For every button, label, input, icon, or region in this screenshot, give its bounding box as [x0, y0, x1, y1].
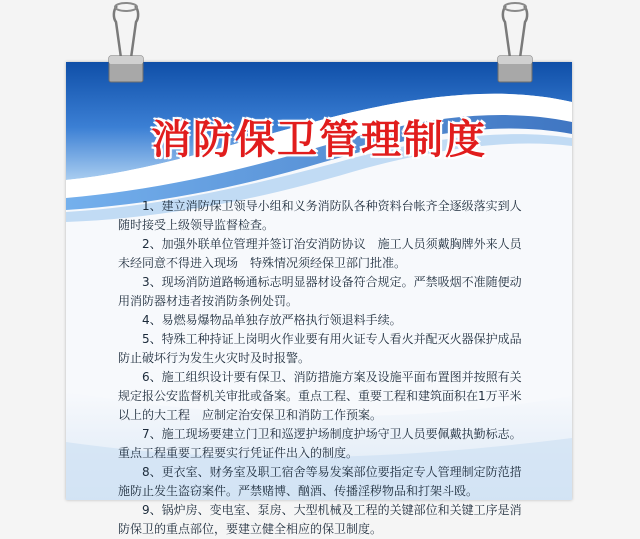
rule-item: 8、更衣室、财务室及职工宿舍等易发案部位要指定专人管理制定防范措施防止发生盗窃案件。严禁赌博、酗酒、传播淫秽物品和打架斗殴。: [118, 465, 522, 498]
rule-item: 1、建立消防保卫领导小组和义务消防队各种资料台帐齐全逐级落实到人随时接受上级领导监督检查。: [118, 199, 522, 232]
rule-item: 6、施工组织设计要有保卫、消防措施方案及设施平面布置图并按照有关规定报公安监督机关审批或备案。重点工程、重要工程和建筑面积在1万平米以上的大工程 应制定治安保卫和消防工作预案。: [118, 370, 522, 422]
rule-item: 3、现场消防道路畅通标志明显器材设备符合规定。严禁吸烟不准随便动用消防器材违者按消防条例处罚。: [118, 275, 522, 308]
rule-item: 7、施工现场要建立门卫和巡逻护场制度护场守卫人员要佩戴执勤标志。重点工程重要工程要实行凭证件出入的制度。: [118, 427, 522, 460]
poster: [66, 62, 572, 536]
rule-item: 9、锅炉房、变电室、泵房、大型机械及工程的关键部位和关键工序是消防保卫的重点部位，要建立健全相应的保卫制度。: [118, 503, 522, 536]
rule-item: 2、加强外联单位管理并签订治安消防协议 施工人员须戴胸牌外来人员未经同意不得进入现场 特殊情况须经保卫部门批准。: [118, 237, 522, 270]
rules-list: [118, 197, 524, 539]
binder-clip-right-icon: [492, 0, 538, 86]
rule-item: 5、特殊工种持证上岗明火作业要有用火证专人看火并配灭火器保护成品防止破坏行为发生火灾时及时报警。: [118, 332, 522, 365]
rule-item: 4、易燃易爆物品单独存放严格执行领退料手续。: [142, 313, 402, 327]
poster-title: 消防保卫管理制度: [151, 117, 487, 163]
binder-clip-left-icon: [103, 0, 149, 86]
